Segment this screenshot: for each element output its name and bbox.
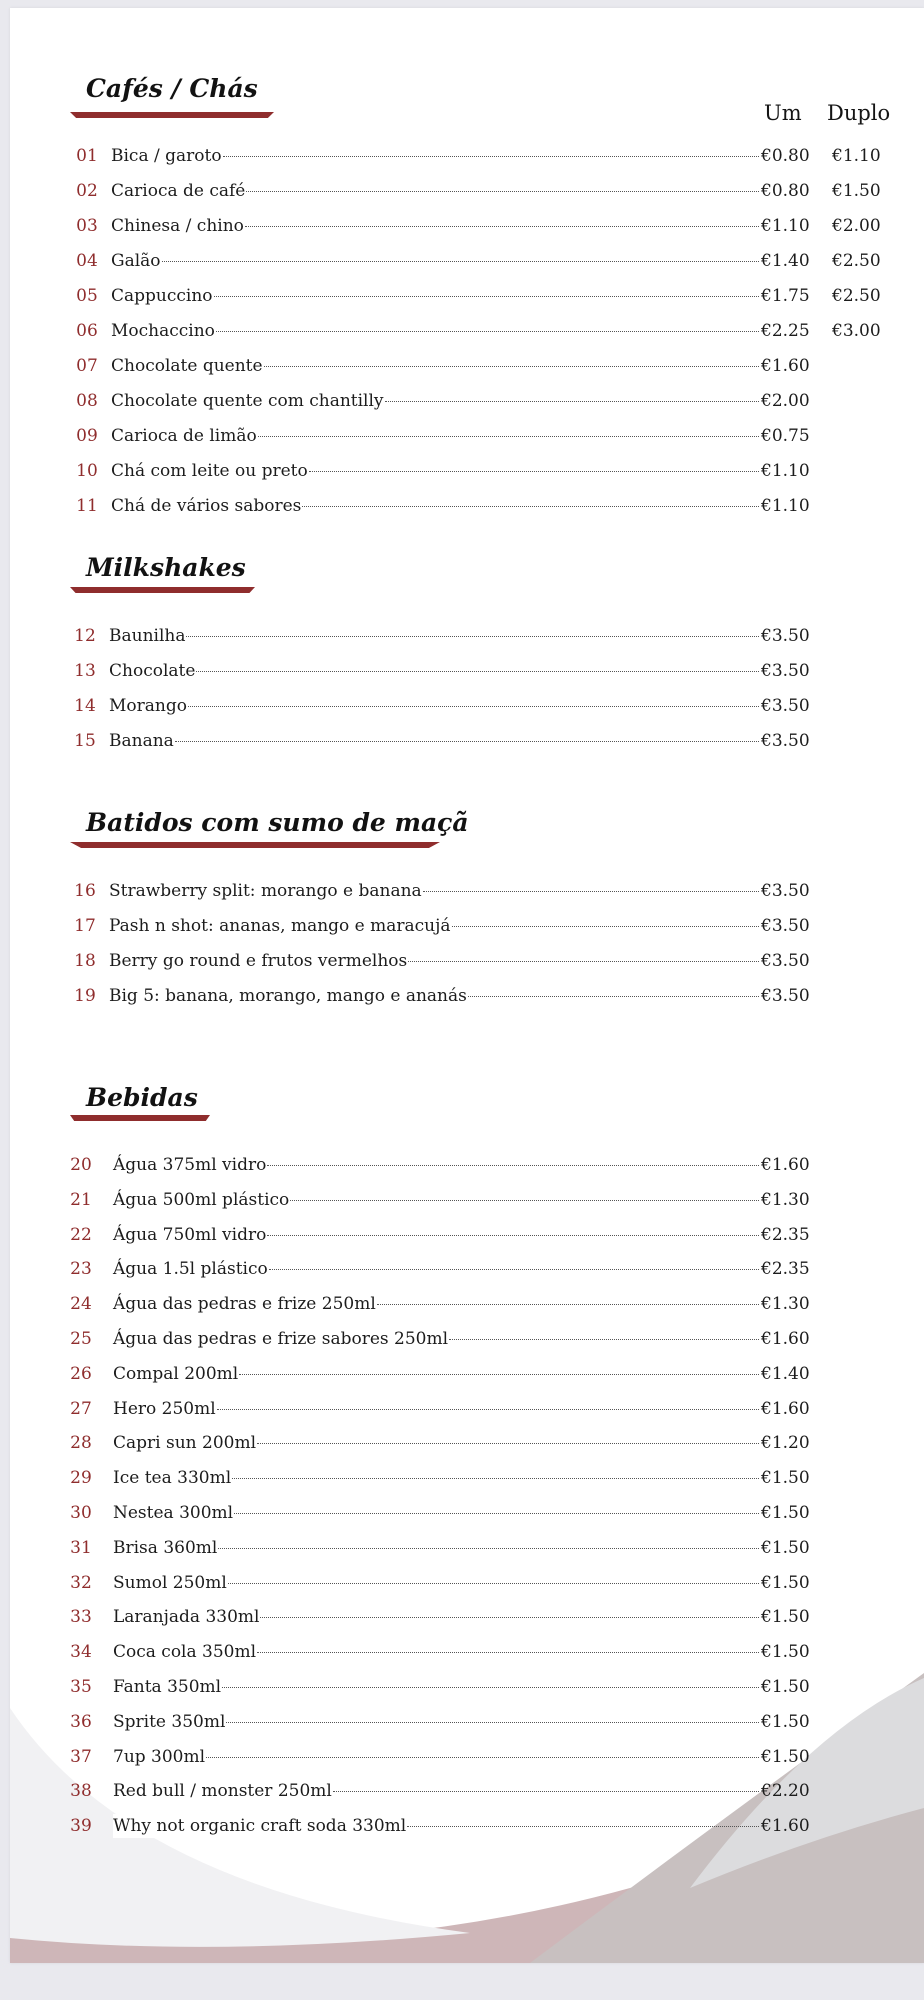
menu-item-row bbox=[10, 1397, 924, 1421]
dot-leader bbox=[188, 706, 759, 707]
item-name: Capri sun 200ml bbox=[113, 1433, 257, 1454]
item-price: €1.10 bbox=[761, 216, 810, 236]
item-price: €3.50 bbox=[761, 986, 810, 1006]
dot-leader bbox=[267, 1165, 759, 1166]
item-price: €1.50 bbox=[761, 1642, 810, 1663]
item-name: Nestea 300ml bbox=[113, 1503, 234, 1523]
item-name: Bica / garoto bbox=[111, 146, 222, 166]
item-name: Baunilha bbox=[109, 626, 186, 646]
item-price: €1.60 bbox=[761, 1816, 810, 1837]
menu-item-row bbox=[10, 1745, 924, 1769]
item-number: 39 bbox=[70, 1816, 92, 1837]
item-number: 26 bbox=[70, 1363, 92, 1384]
menu-item-row bbox=[10, 424, 924, 448]
dot-leader bbox=[468, 996, 759, 997]
dot-leader bbox=[186, 636, 759, 637]
dot-leader bbox=[226, 1722, 759, 1723]
menu-page bbox=[10, 8, 924, 1963]
menu-item-row bbox=[10, 214, 924, 238]
item-name: Água das pedras e frize sabores 250ml bbox=[113, 1329, 449, 1349]
item-name: Why not organic craft soda 330ml bbox=[113, 1816, 407, 1837]
menu-item-row bbox=[10, 249, 924, 273]
item-price: €3.50 bbox=[761, 626, 810, 646]
item-name: Sprite 350ml bbox=[113, 1711, 226, 1732]
item-price: €1.30 bbox=[761, 1294, 810, 1315]
section-underline bbox=[70, 842, 440, 848]
item-number: 03 bbox=[76, 216, 98, 236]
dot-leader bbox=[452, 926, 759, 927]
menu-item-row bbox=[10, 1153, 924, 1177]
menu-item-row bbox=[10, 949, 924, 973]
column-header-single: Um bbox=[764, 101, 802, 125]
item-number: 31 bbox=[70, 1537, 92, 1558]
item-price-double: €2.50 bbox=[832, 251, 881, 271]
item-number: 24 bbox=[70, 1294, 92, 1315]
dot-leader bbox=[302, 506, 759, 507]
menu-item-row bbox=[10, 879, 924, 903]
item-name: Chocolate quente bbox=[111, 356, 263, 376]
item-price: €1.60 bbox=[761, 356, 810, 376]
item-name: Pash n shot: ananas, mango e maracujá bbox=[109, 916, 451, 936]
menu-item-row bbox=[10, 659, 924, 683]
item-number: 13 bbox=[74, 661, 96, 681]
menu-item-row bbox=[10, 1501, 924, 1525]
item-name: Brisa 360ml bbox=[113, 1537, 218, 1558]
menu-item-row bbox=[10, 1327, 924, 1351]
dot-leader bbox=[258, 436, 759, 437]
item-price: €1.50 bbox=[761, 1677, 810, 1697]
dot-leader bbox=[228, 1583, 759, 1584]
item-price-double: €2.00 bbox=[832, 216, 881, 236]
dot-leader bbox=[407, 1826, 759, 1827]
item-number: 35 bbox=[70, 1677, 92, 1697]
item-price: €1.60 bbox=[761, 1398, 810, 1419]
item-price: €3.50 bbox=[761, 661, 810, 681]
item-price: €1.50 bbox=[761, 1572, 810, 1593]
item-number: 05 bbox=[76, 286, 98, 306]
item-price: €1.10 bbox=[761, 496, 810, 516]
menu-item-row bbox=[10, 1362, 924, 1386]
item-price: €1.20 bbox=[761, 1433, 810, 1454]
item-name: Água 750ml vidro bbox=[113, 1224, 267, 1245]
item-number: 37 bbox=[70, 1746, 92, 1767]
menu-item-row bbox=[10, 984, 924, 1008]
item-name: Galão bbox=[111, 251, 161, 271]
item-name: Cappuccino bbox=[111, 286, 213, 306]
item-price: €0.75 bbox=[761, 426, 810, 446]
menu-item-row bbox=[10, 1571, 924, 1595]
item-name: Chá com leite ou preto bbox=[111, 461, 308, 481]
item-price: €1.60 bbox=[761, 1155, 810, 1175]
item-price-double: €1.50 bbox=[832, 181, 881, 201]
item-price: €1.60 bbox=[761, 1329, 810, 1349]
menu-item-row bbox=[10, 1431, 924, 1455]
item-price: €1.50 bbox=[761, 1746, 810, 1767]
dot-leader bbox=[269, 1269, 759, 1270]
item-name: Água 1.5l plástico bbox=[113, 1259, 268, 1280]
dot-leader bbox=[333, 1791, 759, 1792]
menu-item-row bbox=[10, 1466, 924, 1490]
menu-item-row bbox=[10, 284, 924, 308]
section-underline bbox=[70, 1115, 210, 1121]
item-number: 22 bbox=[70, 1224, 92, 1245]
item-number: 36 bbox=[70, 1711, 92, 1732]
item-number: 28 bbox=[70, 1433, 92, 1454]
item-price: €0.80 bbox=[761, 146, 810, 166]
item-name: Fanta 350ml bbox=[113, 1677, 222, 1697]
item-number: 15 bbox=[74, 731, 96, 751]
item-number: 33 bbox=[70, 1607, 92, 1628]
item-price: €2.35 bbox=[761, 1259, 810, 1280]
dot-leader bbox=[423, 891, 759, 892]
dot-leader bbox=[223, 156, 759, 157]
item-number: 09 bbox=[76, 426, 98, 446]
item-name: Banana bbox=[109, 731, 174, 751]
menu-item-row bbox=[10, 1536, 924, 1560]
dot-leader bbox=[260, 1617, 759, 1618]
menu-item-row bbox=[10, 1814, 924, 1838]
item-name: 7up 300ml bbox=[113, 1746, 206, 1767]
item-name: Chocolate quente com chantilly bbox=[111, 391, 384, 411]
item-number: 25 bbox=[70, 1329, 92, 1349]
menu-item-row bbox=[10, 179, 924, 203]
dot-leader bbox=[222, 1687, 759, 1688]
item-number: 38 bbox=[70, 1781, 92, 1802]
item-price: €2.20 bbox=[761, 1781, 810, 1802]
item-name: Compal 200ml bbox=[113, 1363, 239, 1384]
menu-item-row bbox=[10, 389, 924, 413]
dot-leader bbox=[232, 1478, 759, 1479]
menu-item-row bbox=[10, 319, 924, 343]
dot-leader bbox=[234, 1513, 759, 1514]
item-price: €1.50 bbox=[761, 1607, 810, 1628]
column-header-double: Duplo bbox=[827, 101, 891, 125]
item-price: €1.50 bbox=[761, 1468, 810, 1489]
item-name: Ice tea 330ml bbox=[113, 1468, 232, 1489]
item-number: 14 bbox=[74, 696, 96, 716]
item-price-double: €1.10 bbox=[832, 146, 881, 166]
item-number: 10 bbox=[76, 461, 98, 481]
item-number: 16 bbox=[74, 881, 96, 901]
menu-item-row bbox=[10, 1292, 924, 1316]
item-price: €1.40 bbox=[761, 1363, 810, 1384]
menu-item-row bbox=[10, 1779, 924, 1803]
section-title-milkshakes: Milkshakes bbox=[86, 553, 246, 582]
menu-item-row bbox=[10, 1223, 924, 1247]
dot-leader bbox=[385, 401, 759, 402]
item-name: Laranjada 330ml bbox=[113, 1607, 260, 1628]
item-name: Carioca de café bbox=[111, 181, 246, 201]
item-number: 07 bbox=[76, 356, 98, 376]
section-underline bbox=[70, 587, 255, 593]
item-name: Mochaccino bbox=[111, 321, 215, 341]
dot-leader bbox=[218, 1548, 759, 1549]
item-number: 12 bbox=[74, 626, 96, 646]
menu-item-row bbox=[10, 694, 924, 718]
item-price: €1.50 bbox=[761, 1537, 810, 1558]
item-name: Big 5: banana, morango, mango e ananás bbox=[109, 986, 467, 1006]
item-name: Sumol 250ml bbox=[113, 1572, 227, 1593]
item-name: Coca cola 350ml bbox=[113, 1642, 257, 1663]
item-price: €3.50 bbox=[761, 696, 810, 716]
item-price: €1.10 bbox=[761, 461, 810, 481]
item-price: €2.35 bbox=[761, 1224, 810, 1245]
item-number: 32 bbox=[70, 1572, 92, 1593]
item-number: 06 bbox=[76, 321, 98, 341]
dot-leader bbox=[408, 961, 759, 962]
menu-item-row bbox=[10, 459, 924, 483]
item-number: 04 bbox=[76, 251, 98, 271]
item-name: Strawberry split: morango e banana bbox=[109, 881, 422, 901]
item-number: 11 bbox=[76, 496, 98, 516]
item-price-double: €3.00 bbox=[832, 321, 881, 341]
menu-item-row bbox=[10, 729, 924, 753]
section-title-cafes: Cafés / Chás bbox=[86, 74, 258, 103]
item-price: €3.50 bbox=[761, 916, 810, 936]
menu-item-row bbox=[10, 144, 924, 168]
item-name: Chocolate bbox=[109, 661, 196, 681]
item-price: €1.75 bbox=[761, 286, 810, 306]
item-name: Chá de vários sabores bbox=[111, 496, 302, 516]
menu-item-row bbox=[10, 494, 924, 518]
menu-item-row bbox=[10, 1710, 924, 1734]
section-underline bbox=[70, 112, 274, 118]
item-name: Red bull / monster 250ml bbox=[113, 1781, 332, 1802]
dot-leader bbox=[246, 191, 759, 192]
menu-item-row bbox=[10, 1640, 924, 1664]
dot-leader bbox=[239, 1374, 759, 1375]
item-price: €1.30 bbox=[761, 1189, 810, 1210]
dot-leader bbox=[175, 741, 759, 742]
dot-leader bbox=[257, 1443, 759, 1444]
menu-item-row bbox=[10, 624, 924, 648]
item-number: 19 bbox=[74, 986, 96, 1006]
menu-item-row bbox=[10, 1257, 924, 1281]
dot-leader bbox=[162, 261, 759, 262]
item-name: Morango bbox=[109, 696, 187, 716]
item-name: Chinesa / chino bbox=[111, 216, 244, 236]
item-name: Hero 250ml bbox=[113, 1398, 216, 1419]
item-number: 29 bbox=[70, 1468, 92, 1489]
dot-leader bbox=[245, 226, 759, 227]
item-name: Água 375ml vidro bbox=[113, 1155, 267, 1175]
dot-leader bbox=[214, 296, 759, 297]
item-price: €1.40 bbox=[761, 251, 810, 271]
item-price: €1.50 bbox=[761, 1503, 810, 1523]
menu-item-row bbox=[10, 914, 924, 938]
dot-leader bbox=[264, 366, 759, 367]
item-name: Carioca de limão bbox=[111, 426, 257, 446]
menu-item-row bbox=[10, 1188, 924, 1212]
section-title-bebidas: Bebidas bbox=[86, 1083, 198, 1112]
item-number: 17 bbox=[74, 916, 96, 936]
item-name: Água 500ml plástico bbox=[113, 1189, 290, 1210]
item-number: 34 bbox=[70, 1642, 92, 1663]
item-number: 27 bbox=[70, 1398, 92, 1419]
item-price-double: €2.50 bbox=[832, 286, 881, 306]
dot-leader bbox=[267, 1235, 759, 1236]
dot-leader bbox=[206, 1757, 759, 1758]
item-number: 18 bbox=[74, 951, 96, 971]
item-number: 20 bbox=[70, 1155, 92, 1175]
item-number: 23 bbox=[70, 1259, 92, 1280]
dot-leader bbox=[196, 671, 759, 672]
dot-leader bbox=[290, 1200, 759, 1201]
section-title-batidos: Batidos com sumo de maçã bbox=[86, 808, 469, 837]
menu-item-row bbox=[10, 1675, 924, 1699]
item-price: €3.50 bbox=[761, 881, 810, 901]
dot-leader bbox=[257, 1652, 759, 1653]
item-price: €2.25 bbox=[761, 321, 810, 341]
menu-item-row bbox=[10, 354, 924, 378]
item-number: 21 bbox=[70, 1189, 92, 1210]
item-price: €3.50 bbox=[761, 731, 810, 751]
item-name: Água das pedras e frize 250ml bbox=[113, 1294, 376, 1315]
item-name: Berry go round e frutos vermelhos bbox=[109, 951, 408, 971]
dot-leader bbox=[449, 1339, 759, 1340]
dot-leader bbox=[216, 331, 759, 332]
dot-leader bbox=[309, 471, 759, 472]
item-number: 01 bbox=[76, 146, 98, 166]
dot-leader bbox=[377, 1304, 759, 1305]
item-price: €0.80 bbox=[761, 181, 810, 201]
item-price: €3.50 bbox=[761, 951, 810, 971]
item-number: 02 bbox=[76, 181, 98, 201]
item-price: €2.00 bbox=[761, 391, 810, 411]
dot-leader bbox=[217, 1409, 759, 1410]
menu-item-row bbox=[10, 1605, 924, 1629]
item-price: €1.50 bbox=[761, 1711, 810, 1732]
item-number: 08 bbox=[76, 391, 98, 411]
item-number: 30 bbox=[70, 1503, 92, 1523]
